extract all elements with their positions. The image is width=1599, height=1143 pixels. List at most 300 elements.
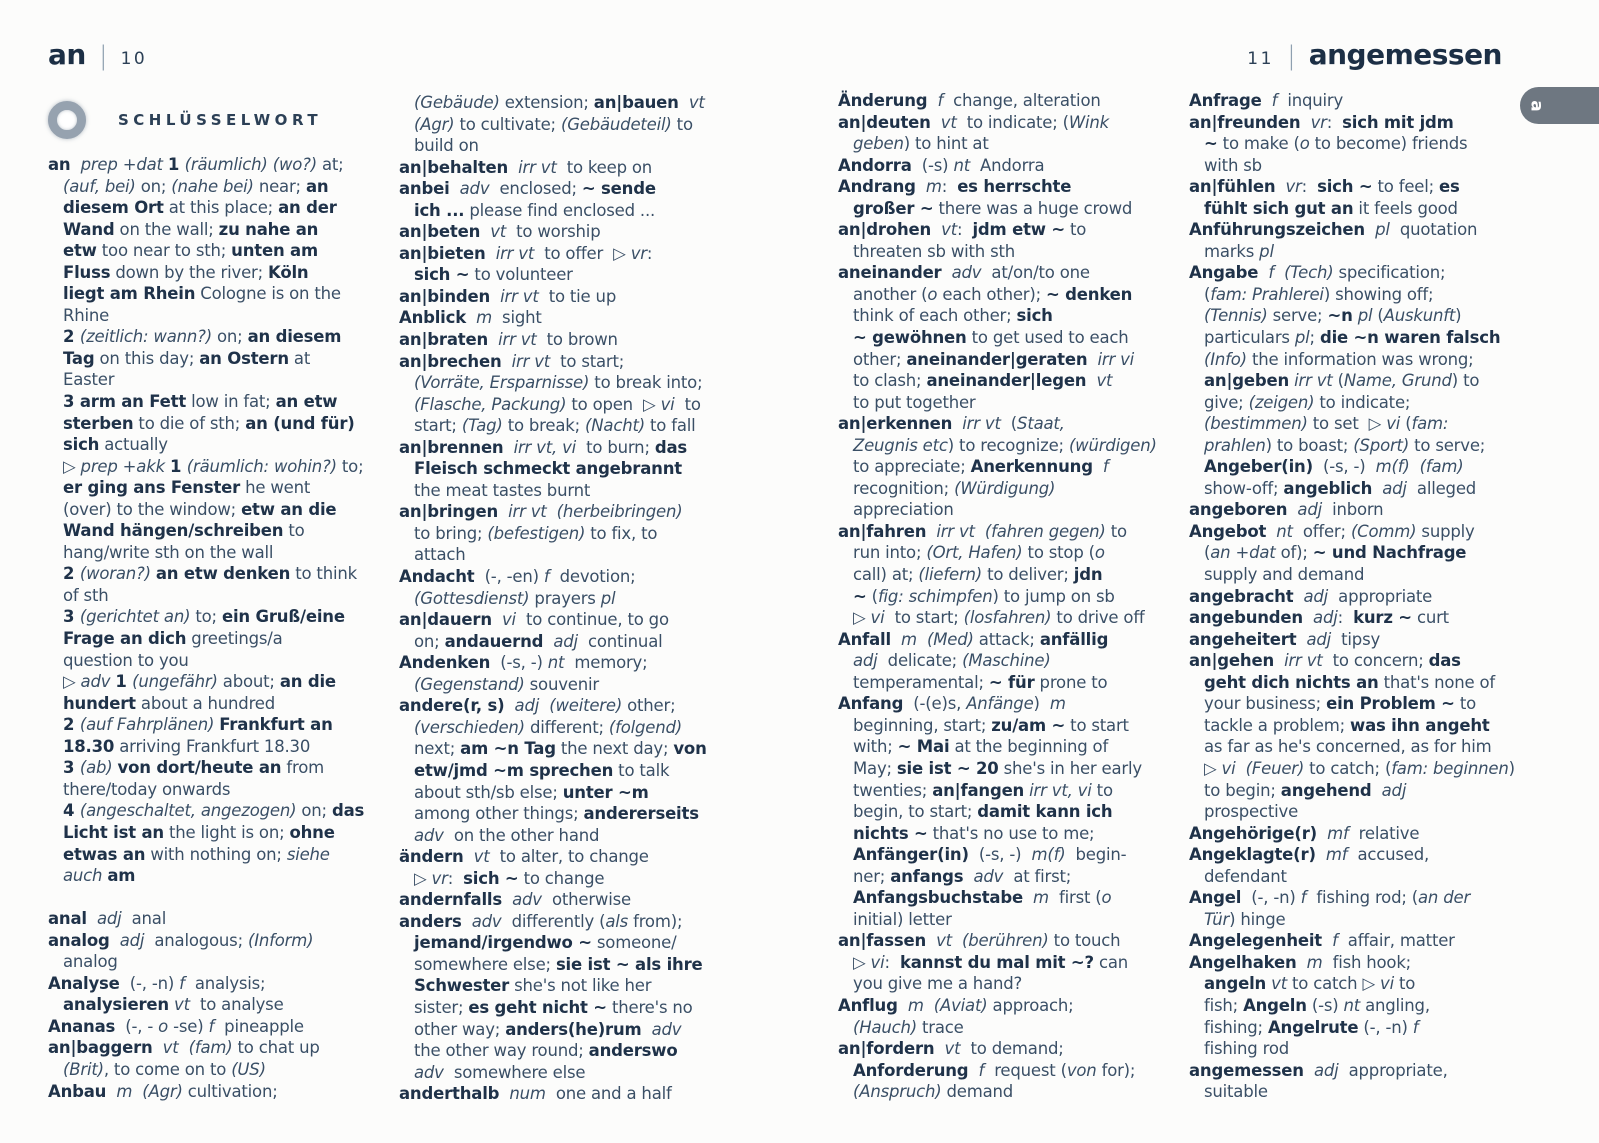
text-segment: ein Problem ~ [1326,694,1455,714]
text-segment: fam: beginnen [1391,758,1509,778]
text-segment: ( [1400,414,1412,434]
dictionary-line [838,629,1190,651]
dictionary-line [399,437,751,459]
text-segment: von dort/heute an [117,758,282,778]
text-segment: of); [1275,543,1313,563]
text-segment: angemessen [1189,1060,1304,1080]
text-segment: beginning, start; [853,715,992,735]
dictionary-line [399,394,751,416]
text-segment: ner; [853,866,891,886]
text-segment: angeblich [1283,478,1373,498]
text-segment: nt [547,653,565,673]
text-segment: jemand/irgendwo ~ [414,933,592,953]
text-segment: she's in her early [998,758,1142,778]
text-segment: somewhere else [443,1062,586,1082]
text-segment: : [1301,177,1318,197]
dictionary-line [1189,1038,1541,1060]
dictionary-line [48,197,400,219]
text-segment: an|fahren [838,521,927,541]
dictionary-line [838,241,1190,263]
dictionary-line [838,952,1190,974]
text-segment: call) at; [853,565,919,585]
dictionary-line [48,563,400,585]
text-segment: vr [1285,177,1302,197]
text-segment: Cologne is on the [195,284,341,304]
text-segment: Wand [63,219,115,239]
dictionary-line [1189,995,1541,1017]
text-segment: Tür [1204,909,1230,929]
text-segment: prospective [1204,802,1299,822]
dictionary-line [838,973,1190,995]
text-segment [924,996,934,1015]
text-segment: m [1306,952,1323,972]
dictionary-line [399,738,751,760]
dictionary-line [399,480,751,502]
dictionary-line [1189,801,1541,823]
text-segment: other; [622,696,676,716]
text-segment: attach [414,545,466,565]
text-segment: nt [1276,521,1293,541]
text-segment: Angeber(in) [1204,457,1313,477]
text-segment [927,91,937,110]
text-segment [891,630,901,649]
dictionary-line [838,392,1190,414]
text-segment: vt [1096,371,1113,391]
text-segment: first ( [1048,888,1102,908]
text-segment: vi [1221,758,1236,778]
text-segment: (Feuer) [1245,758,1305,778]
text-segment: sich [1016,306,1053,326]
text-segment: von [673,739,707,759]
dictionary-line [1189,607,1541,629]
text-segment: irr vt [495,243,535,263]
dictionary-line [399,544,751,566]
text-segment: appreciation [853,500,954,520]
text-segment: to change [518,868,605,888]
text-segment: initial) letter [853,909,952,929]
text-segment: Wink [1068,112,1109,132]
text-segment: to concern; [1322,651,1429,671]
text-segment [642,1020,652,1039]
dictionary-line [399,782,751,804]
text-segment: appropriate [1328,586,1433,606]
text-segment [87,909,97,928]
text-segment: m [1033,888,1049,908]
dictionary-line [1189,305,1541,327]
text-segment: an|erkennen [838,414,953,434]
text-segment: request ( [984,1060,1067,1080]
text-segment: offer; [1292,521,1351,541]
text-segment: damit kann ich [977,802,1113,822]
text-segment: to volunteer [469,265,573,285]
text-segment: (Maschine) [962,651,1051,671]
dictionary-line [838,995,1190,1017]
text-segment: geben [853,134,904,154]
text-segment: affair, matter [1337,931,1455,951]
text-segment: ) [1455,306,1462,326]
dictionary-line [399,695,751,717]
text-segment: ( [1000,414,1018,434]
text-segment: begin- [1065,845,1127,865]
dictionary-line [399,1040,751,1062]
text-segment: Ananas [48,1016,116,1036]
text-segment: das [654,437,688,457]
text-segment: appropriate, [1338,1060,1448,1080]
text-segment: arriving Frankfurt 18.30 [114,736,311,756]
text-segment: somewhere else; [414,954,556,974]
text-segment: another ( [853,284,928,304]
text-segment: (liefern) [918,565,983,585]
text-segment [1287,500,1297,519]
text-segment: : [941,177,958,197]
dictionary-line [48,779,400,801]
text-segment: alleged [1406,478,1477,498]
text-segment [1023,888,1033,907]
dictionary-line [399,501,751,523]
text-segment: ein Gruß/eine [221,607,345,627]
text-segment: vi [660,394,675,414]
text-segment: es [1439,177,1460,197]
text-segment: es geht nicht ~ [468,997,607,1017]
text-segment: to feel; [1372,177,1440,197]
text-segment: an|bringen [399,502,499,522]
text-segment: Anforderung [853,1060,969,1080]
text-segment [942,263,952,282]
text-segment: ~ [853,586,867,606]
dictionary-line [399,1019,751,1041]
dictionary-line [1189,586,1541,608]
text-segment: an der [278,198,337,218]
text-segment: unter ~m [562,782,649,802]
text-segment: (Agr) [414,114,455,134]
text-segment: to set ▷ [1307,414,1387,434]
text-segment: think of each other; [853,306,1017,326]
dictionary-line [399,92,751,114]
text-segment: to analyse [189,995,284,1015]
text-segment: pineapple [214,1016,304,1036]
text-segment: show-off; [1204,478,1284,498]
dictionary-line [838,844,1190,866]
text-segment: etw an die [241,499,337,519]
text-segment [466,308,476,327]
text-segment: to; [190,607,222,627]
text-segment: an|binden [399,286,491,306]
text-segment: Andenken [399,653,491,673]
dictionary-line [1189,262,1541,284]
dictionary-line [48,930,400,952]
text-segment: Angeln [1243,995,1307,1015]
text-segment: to appreciate; [853,457,971,477]
text-segment: adj [1382,478,1407,498]
text-segment: for); [1096,1060,1136,1080]
text-segment: an|deuten [838,112,931,132]
text-segment: die ~n waren falsch [1319,328,1501,348]
text-segment [1293,587,1303,606]
text-segment: fishing rod [1204,1039,1289,1059]
dictionary-line [838,456,1190,478]
right-page-header [1247,38,1502,71]
text-segment: vt [1271,974,1287,994]
dictionary-line [48,477,400,499]
dictionary-line [1189,133,1541,155]
text-segment: it feels good [1353,198,1458,218]
dictionary-line [48,585,400,607]
text-segment: to indicate; ( [956,112,1069,132]
text-segment: f [543,567,550,587]
text-segment: adj [1303,586,1329,606]
text-segment: Andrang [838,177,916,197]
text-segment: continual [577,631,663,651]
text-segment: there's no [606,997,693,1017]
dictionary-line [1189,952,1541,974]
text-segment [975,522,985,541]
text-segment: to [674,394,701,414]
text-segment: ▷ [1204,758,1222,778]
text-segment: m [476,308,492,328]
text-segment: sight [491,308,542,328]
text-segment: nt [953,155,970,175]
text-segment: vi [1386,414,1401,434]
text-segment: sich [63,435,100,455]
text-segment: Angelrute [1267,1017,1359,1037]
text-segment [1372,781,1382,800]
text-segment: to bring; [414,523,488,543]
entry-gap [48,887,400,909]
dictionary-line [838,521,1190,543]
text-segment: vi [870,952,885,972]
text-segment [498,502,508,521]
text-segment: angehend [1280,780,1372,800]
text-segment: irr vt, vi [1029,780,1092,800]
text-segment: an|freunden [1189,112,1301,132]
text-segment: (Flasche, Packung) [414,394,567,414]
dictionary-line [1189,973,1541,995]
text-segment: start; [414,416,462,436]
dictionary-line [399,329,751,351]
text-segment: to keep on [556,157,653,177]
text-segment: an|bauen [593,93,679,112]
text-segment [1274,651,1284,670]
text-segment: f [937,91,944,110]
text-segment: otherwise [541,890,631,910]
text-segment [543,632,553,651]
text-segment: Anfang [838,694,904,714]
text-segment: mf [1325,845,1348,865]
dictionary-line [838,198,1190,220]
text-segment: 3 arm an Fett [63,392,187,412]
dictionary-line [48,844,400,866]
text-segment [1304,1061,1314,1080]
dictionary-line [399,911,751,933]
text-segment: Anfangsbuchstabe [853,888,1023,908]
text-segment: to get used to each [966,328,1129,348]
text-segment [70,155,80,174]
keyword-box [48,98,322,142]
dictionary-line [838,413,1190,435]
text-segment: prone to [1034,672,1108,692]
text-segment: with nothing on; [145,844,287,864]
text-segment [952,931,962,950]
dictionary-line [399,351,751,373]
text-segment [1274,263,1284,282]
text-segment: Auskunft [1383,306,1456,326]
text-segment: m [925,177,942,197]
text-segment: etw [63,241,97,261]
text-segment: jdn [1073,565,1103,585]
text-segment: Andorra [969,155,1045,175]
text-segment: (Ort, Hafen) [926,543,1023,563]
text-segment: an [48,155,71,174]
text-segment: to start; [884,608,964,628]
text-segment: temperamental; [853,672,989,692]
text-segment: irr vt [1284,651,1323,671]
text-segment: f [1412,1017,1419,1037]
dictionary-line [838,90,1190,112]
dictionary-line [838,262,1190,284]
text-segment: vt [688,93,705,112]
text-segment: on; [296,801,332,821]
text-segment: supply and demand [1204,565,1365,585]
dictionary-line [399,997,751,1019]
text-segment: to make ( [1217,134,1300,154]
dictionary-line [838,327,1190,349]
text-segment: inquiry [1277,91,1344,110]
text-segment: vt [940,112,957,132]
dictionary-line [838,284,1190,306]
text-segment: to break into; [589,373,703,393]
text-segment: as far as he's concerned, as for him [1204,737,1492,757]
text-segment: twenties; [853,780,933,800]
text-segment: tackle a problem; [1204,715,1351,735]
text-segment: there was a huge crowd [933,198,1133,218]
text-segment: give; [1204,392,1249,412]
text-segment: vr [431,868,448,888]
text-segment: (räumlich: wohin?) [186,456,337,476]
text-segment [504,696,514,715]
dictionary-line [1189,219,1541,241]
text-segment: kurz ~ [1353,608,1412,628]
dictionary-line [1189,112,1541,134]
dictionary-column-3 [838,90,1190,1103]
text-segment: o [1094,543,1105,563]
text-segment: (ungefähr) [132,672,218,692]
text-segment: adj [96,909,122,929]
text-segment: to catch; ( [1304,758,1392,778]
text-segment [547,502,557,521]
guide-word-left: an [48,38,86,71]
text-segment: at first; [1003,866,1072,886]
text-segment: delicate; [877,651,963,671]
dictionary-line [1189,198,1541,220]
text-segment: Änderung [838,91,928,110]
text-segment: (verschieden) [414,717,525,737]
text-segment: adj [119,930,145,950]
text-segment: can [1093,952,1129,972]
dictionary-line [838,736,1190,758]
text-segment [934,1039,944,1058]
text-segment: f [208,1016,215,1036]
dictionary-line [838,909,1190,931]
text-segment: at the beginning of [949,737,1109,757]
text-segment: (bestimmen) [1204,414,1308,434]
text-segment: with; [853,737,898,757]
dictionary-line [48,305,400,327]
dictionary-line [838,930,1190,952]
text-segment: ~ Mai [897,737,950,757]
text-segment: andauernd [444,631,544,651]
text-segment [179,1038,189,1057]
text-segment: different; [524,717,609,737]
text-segment: nt [1343,995,1361,1015]
text-segment: (Hauch) [853,1017,917,1037]
text-segment: irr vt [1294,371,1333,391]
text-segment [106,1082,116,1101]
text-segment: o [158,1016,169,1036]
dictionary-line [48,240,400,262]
dictionary-line [1189,715,1541,737]
text-segment: analog [63,952,118,972]
dictionary-line [1189,456,1541,478]
text-segment: to [1393,974,1416,994]
text-segment: anal [48,909,87,929]
text-segment: the other way round; [414,1041,589,1061]
dictionary-line [48,520,400,542]
text-segment: (Info) [1204,349,1247,369]
dictionary-line [48,154,400,176]
text-segment: on; [211,327,248,347]
text-segment: ) showing off; [1323,284,1434,304]
text-segment [1322,931,1332,950]
text-segment [1410,457,1420,476]
text-segment: to begin; [1204,780,1281,800]
text-segment: ( [1332,371,1344,391]
text-segment: Angelegenheit [1189,931,1322,951]
dictionary-column-1 [48,154,400,1102]
text-segment: an|fangen [932,780,1025,800]
dictionary-line [838,133,1190,155]
text-segment [508,158,518,177]
text-segment: other way; [414,1019,506,1039]
text-segment: vi [1380,974,1394,994]
text-segment: am [107,866,136,886]
text-segment: (Anspruch) [853,1082,942,1102]
dictionary-line [838,866,1190,888]
text-segment: to talk [613,760,670,780]
dictionary-line [838,112,1190,134]
text-segment: (-, - [115,1016,159,1036]
text-segment: (fam) [188,1038,233,1058]
text-segment: about a hundred [135,693,276,713]
dictionary-line [838,801,1190,823]
text-segment: begin, to start; [853,802,978,822]
text-segment: etwas an [63,844,146,864]
text-segment [916,177,926,196]
dictionary-line [399,760,751,782]
text-segment: ▷ [63,456,81,476]
text-segment: you give me a hand? [853,974,1023,994]
text-segment: ~ und Nachfrage [1312,543,1467,563]
text-segment: to start [1065,715,1129,735]
text-segment: (US) [231,1059,266,1079]
text-segment: at/on/to one [981,263,1090,283]
dictionary-line [48,176,400,198]
text-segment: ) to jump on sb [992,586,1115,606]
text-segment: to continue, to go [515,610,669,630]
text-segment: 2 [63,715,80,735]
text-segment: to [671,114,693,134]
header-separator-right: | [1286,41,1296,71]
dictionary-line [48,1059,400,1081]
